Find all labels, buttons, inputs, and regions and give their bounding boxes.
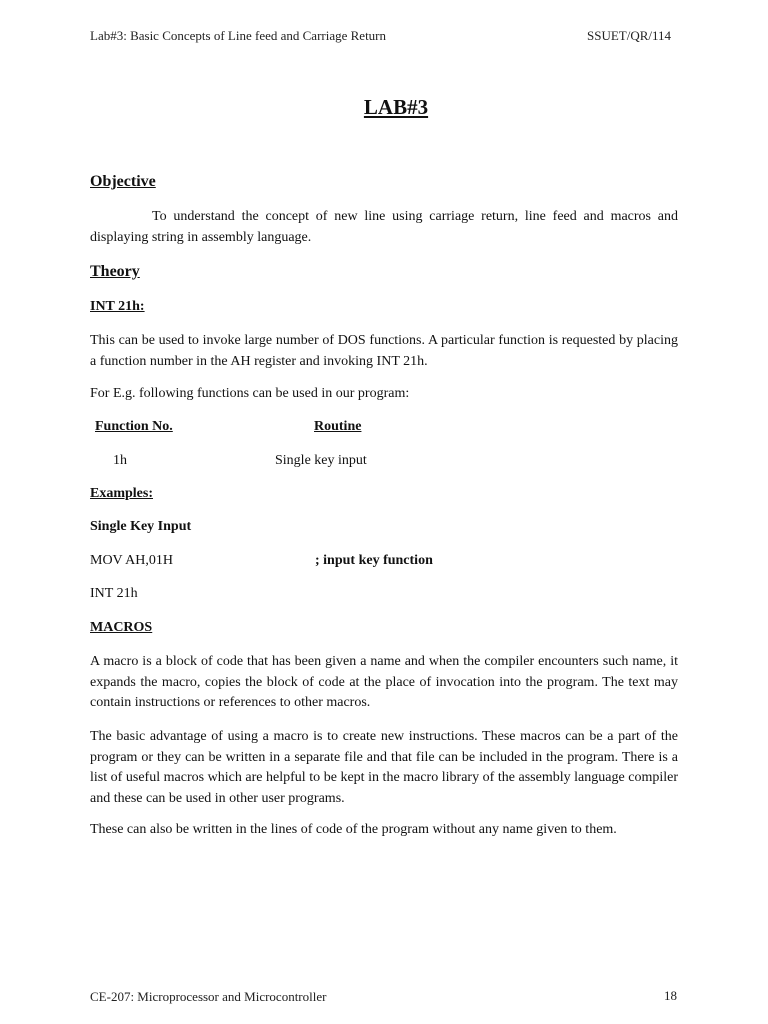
int21h-heading: INT 21h: <box>90 299 145 314</box>
code-line-2: INT 21h <box>90 586 138 601</box>
examples-subheading: Single Key Input <box>90 519 192 534</box>
code-comment-1: ; input key function <box>315 553 433 568</box>
function-table-header-routine: Routine <box>314 419 362 434</box>
function-table-header-function: Function No. <box>95 419 173 434</box>
macros-paragraph-3: These can also be written in the lines of code of the program without any name given to them. <box>90 822 617 837</box>
function-table-cell-function: 1h <box>113 453 127 468</box>
int21h-text: This can be used to invoke large number of DOS functions. A particular function is requested by placing a function number in the AH register and invoking INT 21h. <box>90 333 678 369</box>
eg-text: For E.g. following functions can be used in our program: <box>90 386 410 401</box>
function-table-cell-routine: Single key input <box>275 453 367 468</box>
footer-left: CE-207: Microprocessor and Microcontroller <box>90 989 327 1004</box>
theory-heading: Theory <box>90 263 140 280</box>
page-number: 18 <box>664 988 677 1003</box>
header-left: Lab#3: Basic Concepts of Line feed and Carriage Return <box>90 28 387 43</box>
macros-paragraph-1: A macro is a block of code that has been given a name and when the compiler encounters such name, it expands the macro, copies the block of code at the place of invocation into the program. The text may contain instructions or references to other macros. <box>90 654 678 711</box>
objective-heading: Objective <box>90 173 156 190</box>
examples-heading: Examples: <box>90 486 153 501</box>
header-right: SSUET/QR/114 <box>587 28 672 43</box>
macros-paragraph-2: The basic advantage of using a macro is to create new instructions. These macros can be a part of the program or they can be written in a separate file and that file can be included in the program. There is a list of useful macros which are helpful to be kept in the macro library of the assembly language compiler and these can be used in other user programs. <box>90 729 678 806</box>
objective-text: To understand the concept of new line using carriage return, line feed and macros and displaying string in assembly language. <box>90 209 678 245</box>
macros-heading: MACROS <box>90 620 153 635</box>
code-line-1: MOV AH,01H <box>90 553 173 568</box>
page-title: LAB#3 <box>363 95 429 119</box>
